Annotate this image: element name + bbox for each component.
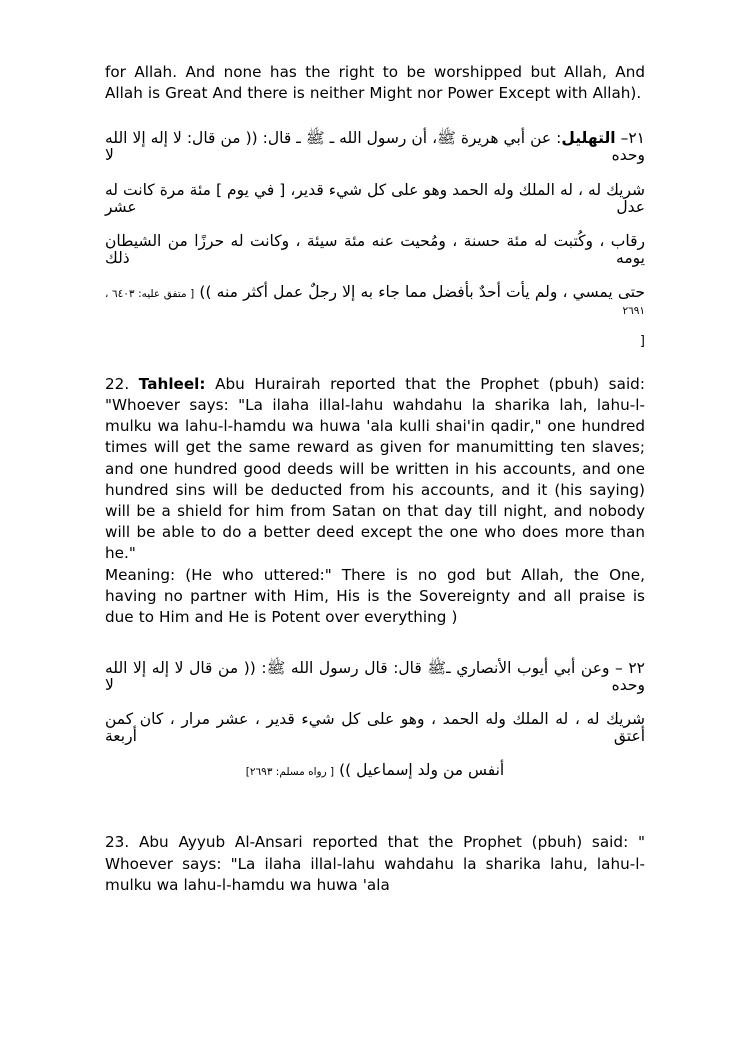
text-column [105,62,645,896]
hadith-22-number: 22. [105,374,130,393]
arabic-hadith-22-line-2 [105,711,645,745]
hadith-22-line3-text: أنفس من ولد إسماعيل )) [339,761,505,780]
hadith-21-line2-text: شريك له ، له الملك وله الحمد وهو على كل شيء قدير، [ في يوم ] مئة مرة كانت له عدل عشر [105,180,645,216]
arabic-hadith-21-block [105,130,645,347]
arabic-hadith-21-line-2 [105,182,645,216]
english-hadith-23-paragraph: 23. Abu Ayyub Al-Ansari reported that the Prophet (pbuh) said: " Whoever says: "La ilaha illal-lahu wahdahu la sharika lahu, lahu-l-mulku wa lahu-l-hamdu wa huwa 'ala [105,833,645,894]
hadith-21-dash: – [620,129,629,148]
hadith-21-line1-text: : عن أبي هريرة ﷺ، أن رسول الله ـ ﷺ ـ قال: (( من قال: لا إله إلا الله وحده لا [105,129,645,165]
spacer [105,628,645,654]
arabic-hadith-22-block [105,660,645,779]
arabic-hadith-22-line-3 [105,762,645,779]
spacer [105,348,645,374]
arabic-hadith-22-line-1 [105,660,645,694]
spacer [105,104,645,130]
hadith-21-line3-text: رقاب ، وكُتبت له مئة حسنة ، ومُحيت عنه مئة سيئة ، وكانت له حرزًا من الشيطان يومه ذلك [105,231,645,267]
hadith-21-line4-text: حتى يمسي ، ولم يأت أحدٌ بأفضل مما جاء به إلا رجلٌ عمل أكثر منه )) [199,282,645,301]
hadith-21-number: ٢١ [628,129,645,148]
hadith-22-body: Abu Hurairah reported that the Prophet (pbuh) said: "Whoever says: "La ilaha illal-lahu wahdahu la sharika lah, lahu-l-mulku wa lahu-l-hamdu wa huwa 'ala kulli shai'in qadir," one hundred times will get the same reward as given for manumitting ten slaves; and one hundred good deeds will be written in his accounts, and one hundred sins will be deducted from his accounts, and it (his saying) will be a shield for him from Satan on that day till night, and nobody will be able to do a better deed except the one who does more than he." [105,374,645,563]
spacer [105,796,645,822]
stray-bracket: [ [639,333,645,349]
continuation-paragraph: for Allah. And none has the right to be worshipped but Allah, And Allah is Great And there is neither Might nor Power Except with Allah). [105,63,645,103]
arabic-hadith-21-line-4 [105,284,645,318]
english-hadith-22-paragraph [105,374,645,565]
spacer [105,822,645,832]
hadith-21-citation: [ متفق عليه: ٦٤٠٣ ، ٢٦٩١ [105,287,645,317]
hadith-22-line1-text: ٢٢ – وعن أبي أيوب الأنصاري ـﷺ قال: قال رسول الله ﷺ: (( من قال لا إله إلا الله وحده لا [105,659,645,695]
hadith-22-citation: [ رواه مسلم: ٢٦٩٣] [245,766,335,779]
arabic-hadith-21-line-1 [105,130,645,164]
arabic-hadith-21-line-3 [105,233,645,267]
hadith-21-title: التهليل [561,129,616,148]
hadith-22-line2-text: شريك له ، له الملك وله الحمد ، وهو على كل شيء قدير ، عشر مرار ، كان كمن أعتق أربعة [105,710,645,746]
english-hadith-22-meaning: Meaning: (He who uttered:" There is no god but Allah, the One, having no partner with Him, His is the Sovereignty and all praise is due to Him and He is Potent over everything ) [105,565,645,627]
hadith-22-label: Tahleel: [138,374,206,393]
